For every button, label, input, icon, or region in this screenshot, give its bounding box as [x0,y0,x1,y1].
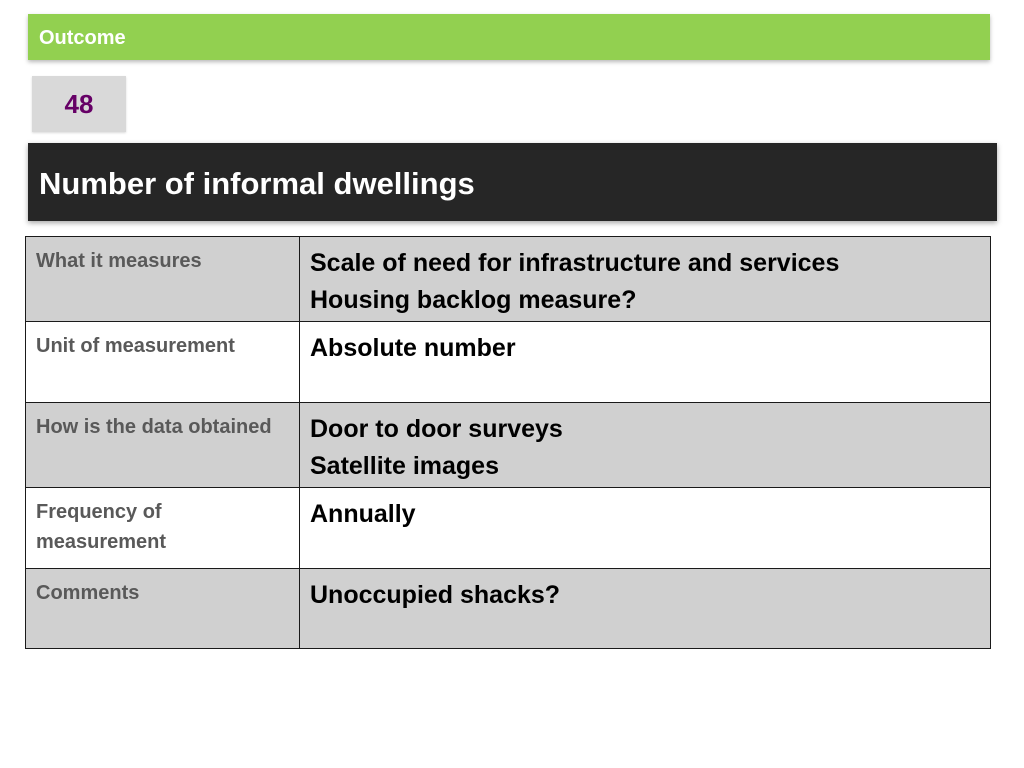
row-value [300,488,991,569]
row-label: What it measures [26,237,300,322]
row-value [300,403,991,488]
table-row-how-data-obtained [26,403,991,488]
table-row-unit-of-measurement [26,322,991,403]
value-line: Absolute number [310,334,516,362]
row-value [300,569,991,649]
row-value [300,322,991,403]
table-row-comments [26,569,991,649]
value-line: Annually [310,500,416,528]
indicator-title: Number of informal dwellings [39,166,475,201]
value-line: Satellite images [310,452,499,480]
banner-label: Outcome [39,27,126,49]
value-line: Scale of need for infrastructure and services [310,249,840,277]
value-line: Housing backlog measure? [310,286,637,314]
value-line: Door to door surveys [310,415,563,443]
outcome-banner [28,14,990,60]
value-line: Unoccupied shacks? [310,581,561,609]
title-bar [28,143,997,221]
table-row-frequency [26,488,991,569]
indicator-table [25,236,991,649]
row-label: Unit of measurement [26,322,300,403]
row-label: Comments [26,569,300,649]
row-value [300,237,991,322]
row-label: Frequency of measurement [26,488,300,569]
row-label: How is the data obtained [26,403,300,488]
indicator-number: 48 [32,76,126,132]
table-row-what-it-measures [26,237,991,322]
